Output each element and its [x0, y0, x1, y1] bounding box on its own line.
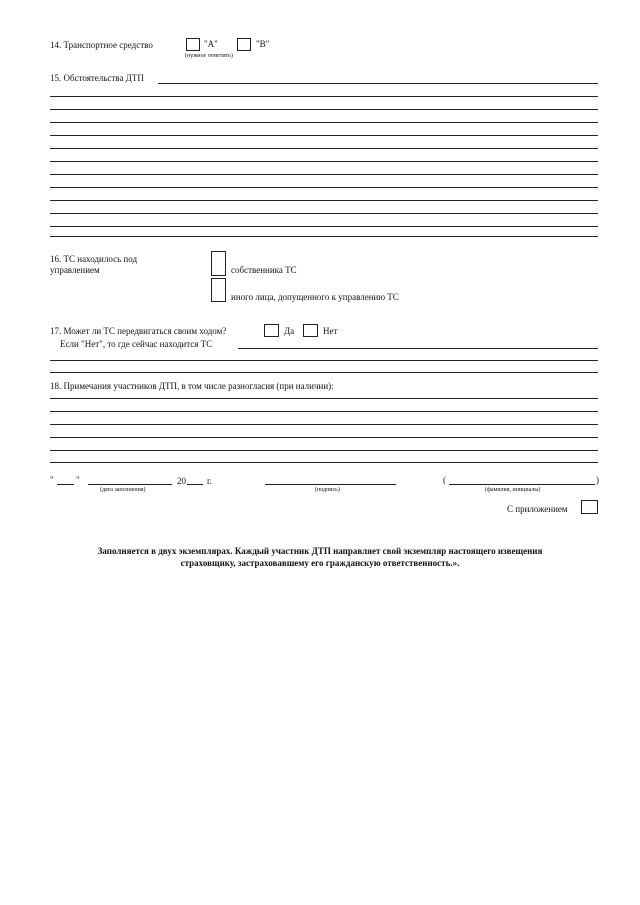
date-caption: (дата заполнения): [100, 487, 146, 493]
circumstances-line[interactable]: [50, 109, 598, 110]
name-paren-open: (: [443, 475, 446, 485]
notes-line[interactable]: [50, 398, 598, 399]
circumstances-line[interactable]: [50, 148, 598, 149]
date-year-prefix: 20: [177, 476, 186, 486]
vehicle-label: 14. Транспортное средство: [50, 40, 153, 50]
footer-line-1: Заполняется в двух экземплярах. Каждый участник ДТП направляет свой экземпляр настоящего извещения: [97, 546, 543, 556]
can-move-yes-label: Да: [284, 326, 295, 336]
notes-label: 18. Примечания участников ДТП, в том числе разногласия (при наличии):: [50, 381, 334, 391]
circumstances-line[interactable]: [50, 174, 598, 175]
driver-label-line2: управлением: [50, 265, 100, 275]
location-line[interactable]: [50, 360, 598, 361]
name-paren-close: ): [596, 475, 599, 485]
circumstances-line[interactable]: [50, 161, 598, 162]
circumstances-line[interactable]: [50, 122, 598, 123]
date-quote-open: ": [50, 475, 54, 485]
notes-line[interactable]: [50, 411, 598, 412]
notes-line[interactable]: [50, 462, 598, 463]
attachment-checkbox[interactable]: [581, 500, 598, 514]
attachment-label: С приложением: [507, 504, 568, 514]
circumstances-line[interactable]: [158, 83, 598, 84]
can-move-no-checkbox[interactable]: [303, 324, 318, 337]
name-caption: (фамилия, инициалы): [485, 487, 541, 493]
notes-line[interactable]: [50, 437, 598, 438]
circumstances-line[interactable]: [50, 236, 598, 237]
circumstances-label: 15. Обстоятельства ДТП: [50, 73, 144, 83]
driver-owner-checkbox[interactable]: [211, 251, 226, 276]
signature-caption: (подпись): [315, 487, 340, 493]
driver-other-checkbox[interactable]: [211, 278, 226, 302]
notes-line[interactable]: [50, 424, 598, 425]
footer-line-2: страховщику, застраховавшему его гражданскую ответственность.».: [180, 558, 460, 568]
location-line[interactable]: [50, 372, 598, 373]
circumstances-line[interactable]: [50, 96, 598, 97]
circumstances-line[interactable]: [50, 187, 598, 188]
vehicle-hint: (нужное отметить): [185, 53, 233, 59]
location-line[interactable]: [238, 348, 598, 349]
can-move-yes-checkbox[interactable]: [264, 324, 279, 337]
driver-other-label: иного лица, допущенного к управлению ТС: [231, 292, 399, 302]
date-quote-close: ": [76, 475, 80, 485]
can-move-label: 17. Может ли ТС передвигаться своим ходом?: [50, 326, 227, 336]
signature-line[interactable]: [265, 484, 396, 485]
circumstances-line[interactable]: [50, 200, 598, 201]
vehicle-b-label: "B": [256, 39, 270, 49]
notes-line[interactable]: [50, 450, 598, 451]
driver-label-line1: 16. ТС находилось под: [50, 254, 138, 264]
circumstances-line[interactable]: [50, 135, 598, 136]
date-month-line[interactable]: [88, 484, 172, 485]
vehicle-a-checkbox[interactable]: [186, 38, 200, 51]
vehicle-a-label: "A": [204, 39, 218, 49]
date-day-line[interactable]: [57, 484, 74, 485]
name-line[interactable]: [449, 484, 595, 485]
date-year-line[interactable]: [187, 484, 203, 485]
circumstances-line[interactable]: [50, 226, 598, 227]
circumstances-line[interactable]: [50, 213, 598, 214]
date-year-suffix: г.: [207, 476, 212, 486]
vehicle-b-checkbox[interactable]: [237, 38, 251, 51]
location-label: Если "Нет", то где сейчас находится ТС: [60, 339, 213, 349]
can-move-no-label: Нет: [323, 326, 338, 336]
driver-owner-label: собственника ТС: [231, 265, 297, 275]
